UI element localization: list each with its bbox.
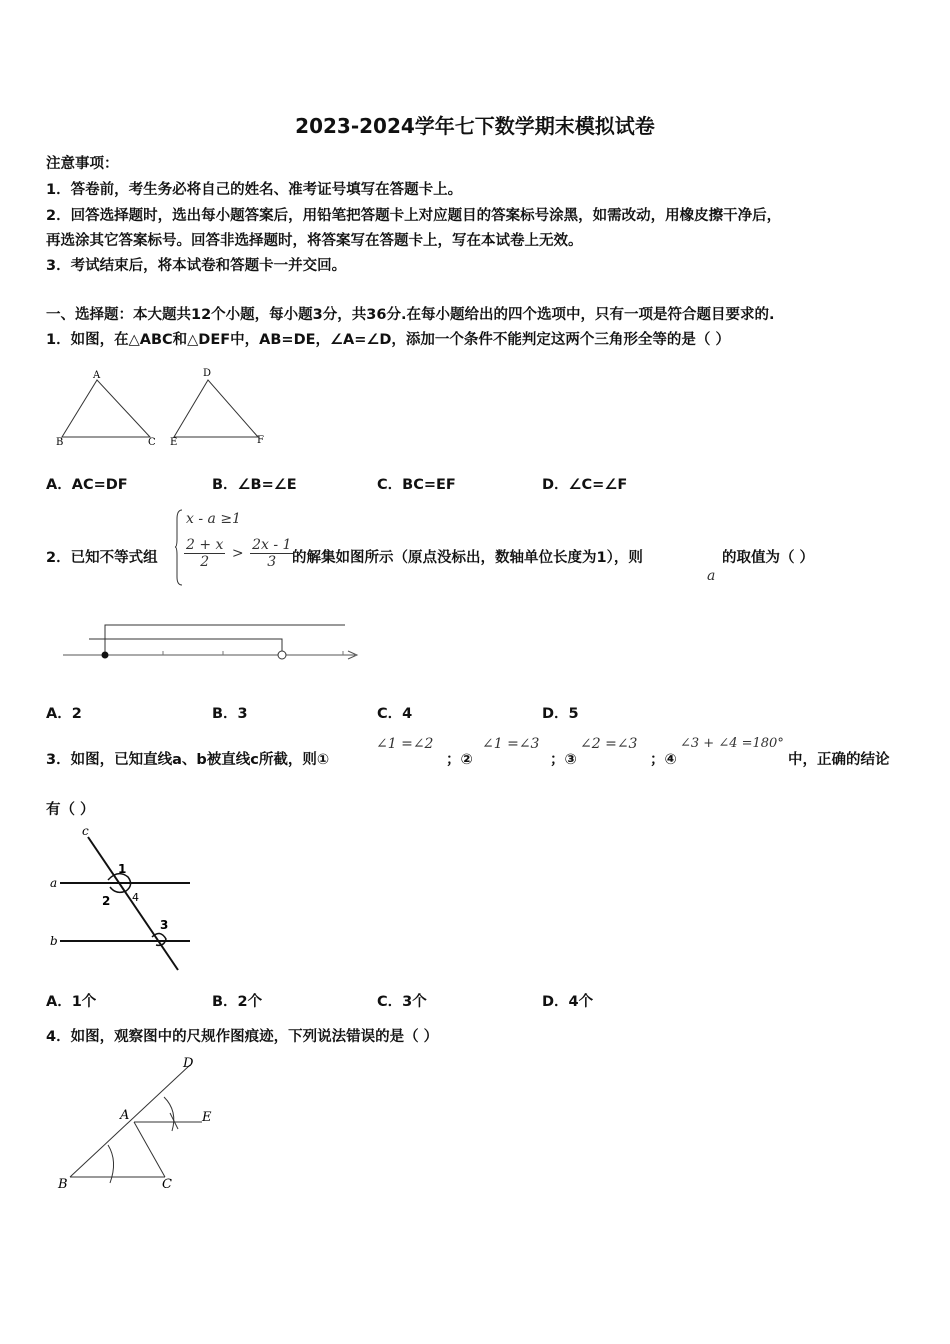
- q3-option-c[interactable]: C．3个: [377, 994, 427, 1010]
- label-d: D: [203, 368, 212, 379]
- q2-option-c[interactable]: C．4: [377, 706, 413, 722]
- q2-inequality-2: [182, 537, 295, 570]
- q3-sep-3: ；④: [650, 752, 677, 768]
- notice-item-2-cont: 再选涂其它答案标号。回答非选择题时，将答案写在答题卡上，写在本试卷上无效。: [46, 233, 583, 249]
- label-a: A: [93, 370, 101, 381]
- segment-ac: [134, 1122, 165, 1177]
- label-angle-4: 4: [132, 891, 139, 904]
- fraction-1-den: 2: [200, 554, 210, 570]
- label-point-b: B: [58, 1177, 68, 1192]
- q3-option-d[interactable]: D．4个: [542, 994, 594, 1010]
- label-line-b: b: [50, 934, 58, 948]
- q3-prefix: 3．如图，已知直线a、b被直线c所截，则①: [46, 752, 330, 768]
- q3-condition-3: ∠2 =∠3: [580, 736, 638, 752]
- q2-suffix: 的解集如图所示（原点没标出，数轴单位长度为1），则: [292, 550, 643, 566]
- q1-option-b[interactable]: B．∠B=∠E: [212, 477, 297, 493]
- label-line-c: c: [82, 825, 89, 838]
- q2-option-d[interactable]: D．5: [542, 706, 579, 722]
- q1-option-d[interactable]: D．∠C=∠F: [542, 477, 628, 493]
- label-angle-3: 3: [160, 918, 169, 932]
- label-f: F: [257, 435, 264, 446]
- fraction-2-den: 3: [267, 554, 277, 570]
- triangle-abc: [62, 380, 150, 437]
- q1-option-a[interactable]: A．AC=DF: [46, 477, 128, 493]
- label-e: E: [170, 437, 178, 448]
- q3-option-b[interactable]: B．2个: [212, 994, 263, 1010]
- q1-stem: 1．如图，在△ABC和△DEF中，AB=DE，∠A=∠D，添加一个条件不能判定这两个三角形全等的是（ ）: [46, 332, 730, 348]
- fraction-1-num: 2 + x: [186, 537, 224, 553]
- ray-bd: [70, 1065, 190, 1177]
- label-b: B: [56, 437, 64, 448]
- solution-ray-1: [105, 625, 345, 655]
- q3-sep-2: ；③: [550, 752, 577, 768]
- solution-ray-2: [89, 639, 282, 655]
- q2-variable-a: a: [707, 568, 716, 584]
- q2-tail: 的取值为（ ）: [722, 550, 815, 566]
- q2-inequality-1: x - a ≥1: [186, 511, 241, 527]
- q3-condition-2: ∠1 =∠3: [482, 736, 540, 752]
- q4-stem: 4．如图，观察图中的尺规作图痕迹，下列说法错误的是（ ）: [46, 1029, 439, 1045]
- arc-at-a: [164, 1097, 174, 1131]
- triangle-def: [174, 380, 258, 437]
- q2-prefix: 2．已知不等式组: [46, 550, 158, 566]
- page-title: 2023-2024学年七下数学期末模拟试卷: [295, 114, 655, 138]
- number-line-figure: [55, 615, 365, 670]
- q2-option-a[interactable]: A．2: [46, 706, 82, 722]
- q3-line-2: 有（ ）: [46, 802, 95, 818]
- section-heading: 一、选择题：本大题共12个小题，每小题3分，共36分.在每小题给出的四个选项中，只有一项是符合题目要求的.: [46, 307, 775, 323]
- q2-option-b[interactable]: B．3: [212, 706, 248, 722]
- greater-than: >: [231, 545, 244, 562]
- q3-condition-1: ∠1 =∠2: [376, 736, 434, 752]
- q3-option-a[interactable]: A．1个: [46, 994, 97, 1010]
- label-angle-1: 1: [118, 862, 127, 876]
- notice-item-1: 1．答卷前，考生务必将自己的姓名、准考证号填写在答题卡上。: [46, 182, 463, 198]
- fraction-2-num: 2x - 1: [252, 537, 292, 553]
- q4-construction-figure: [50, 1055, 230, 1200]
- open-point: [278, 651, 286, 659]
- label-angle-2: 2: [102, 894, 111, 908]
- label-point-c: C: [162, 1177, 172, 1192]
- q3-condition-4: ∠3 + ∠4 =180°: [680, 736, 784, 751]
- label-point-e: E: [202, 1110, 212, 1125]
- fraction-1: [184, 537, 225, 570]
- q3-suffix: 中，正确的结论: [788, 752, 890, 768]
- notice-item-3: 3．考试结束后，将本试卷和答题卡一并交回。: [46, 258, 347, 274]
- notice-item-2: 2．回答选择题时，选出每小题答案后，用铅笔把答题卡上对应题目的答案标号涂黑，如需改动，用橡皮擦干净后，: [46, 208, 782, 224]
- q3-parallel-lines-figure: [48, 825, 198, 975]
- notice-heading: 注意事项：: [46, 156, 119, 172]
- label-point-d: D: [183, 1056, 194, 1071]
- fraction-2: [250, 537, 293, 570]
- q3-sep-1: ；②: [446, 752, 473, 768]
- closed-point: [102, 652, 109, 659]
- label-point-a: A: [120, 1108, 130, 1123]
- label-c: C: [148, 437, 156, 448]
- label-line-a: a: [50, 876, 58, 890]
- q1-option-c[interactable]: C．BC=EF: [377, 477, 456, 493]
- q1-triangles-figure: [50, 365, 280, 455]
